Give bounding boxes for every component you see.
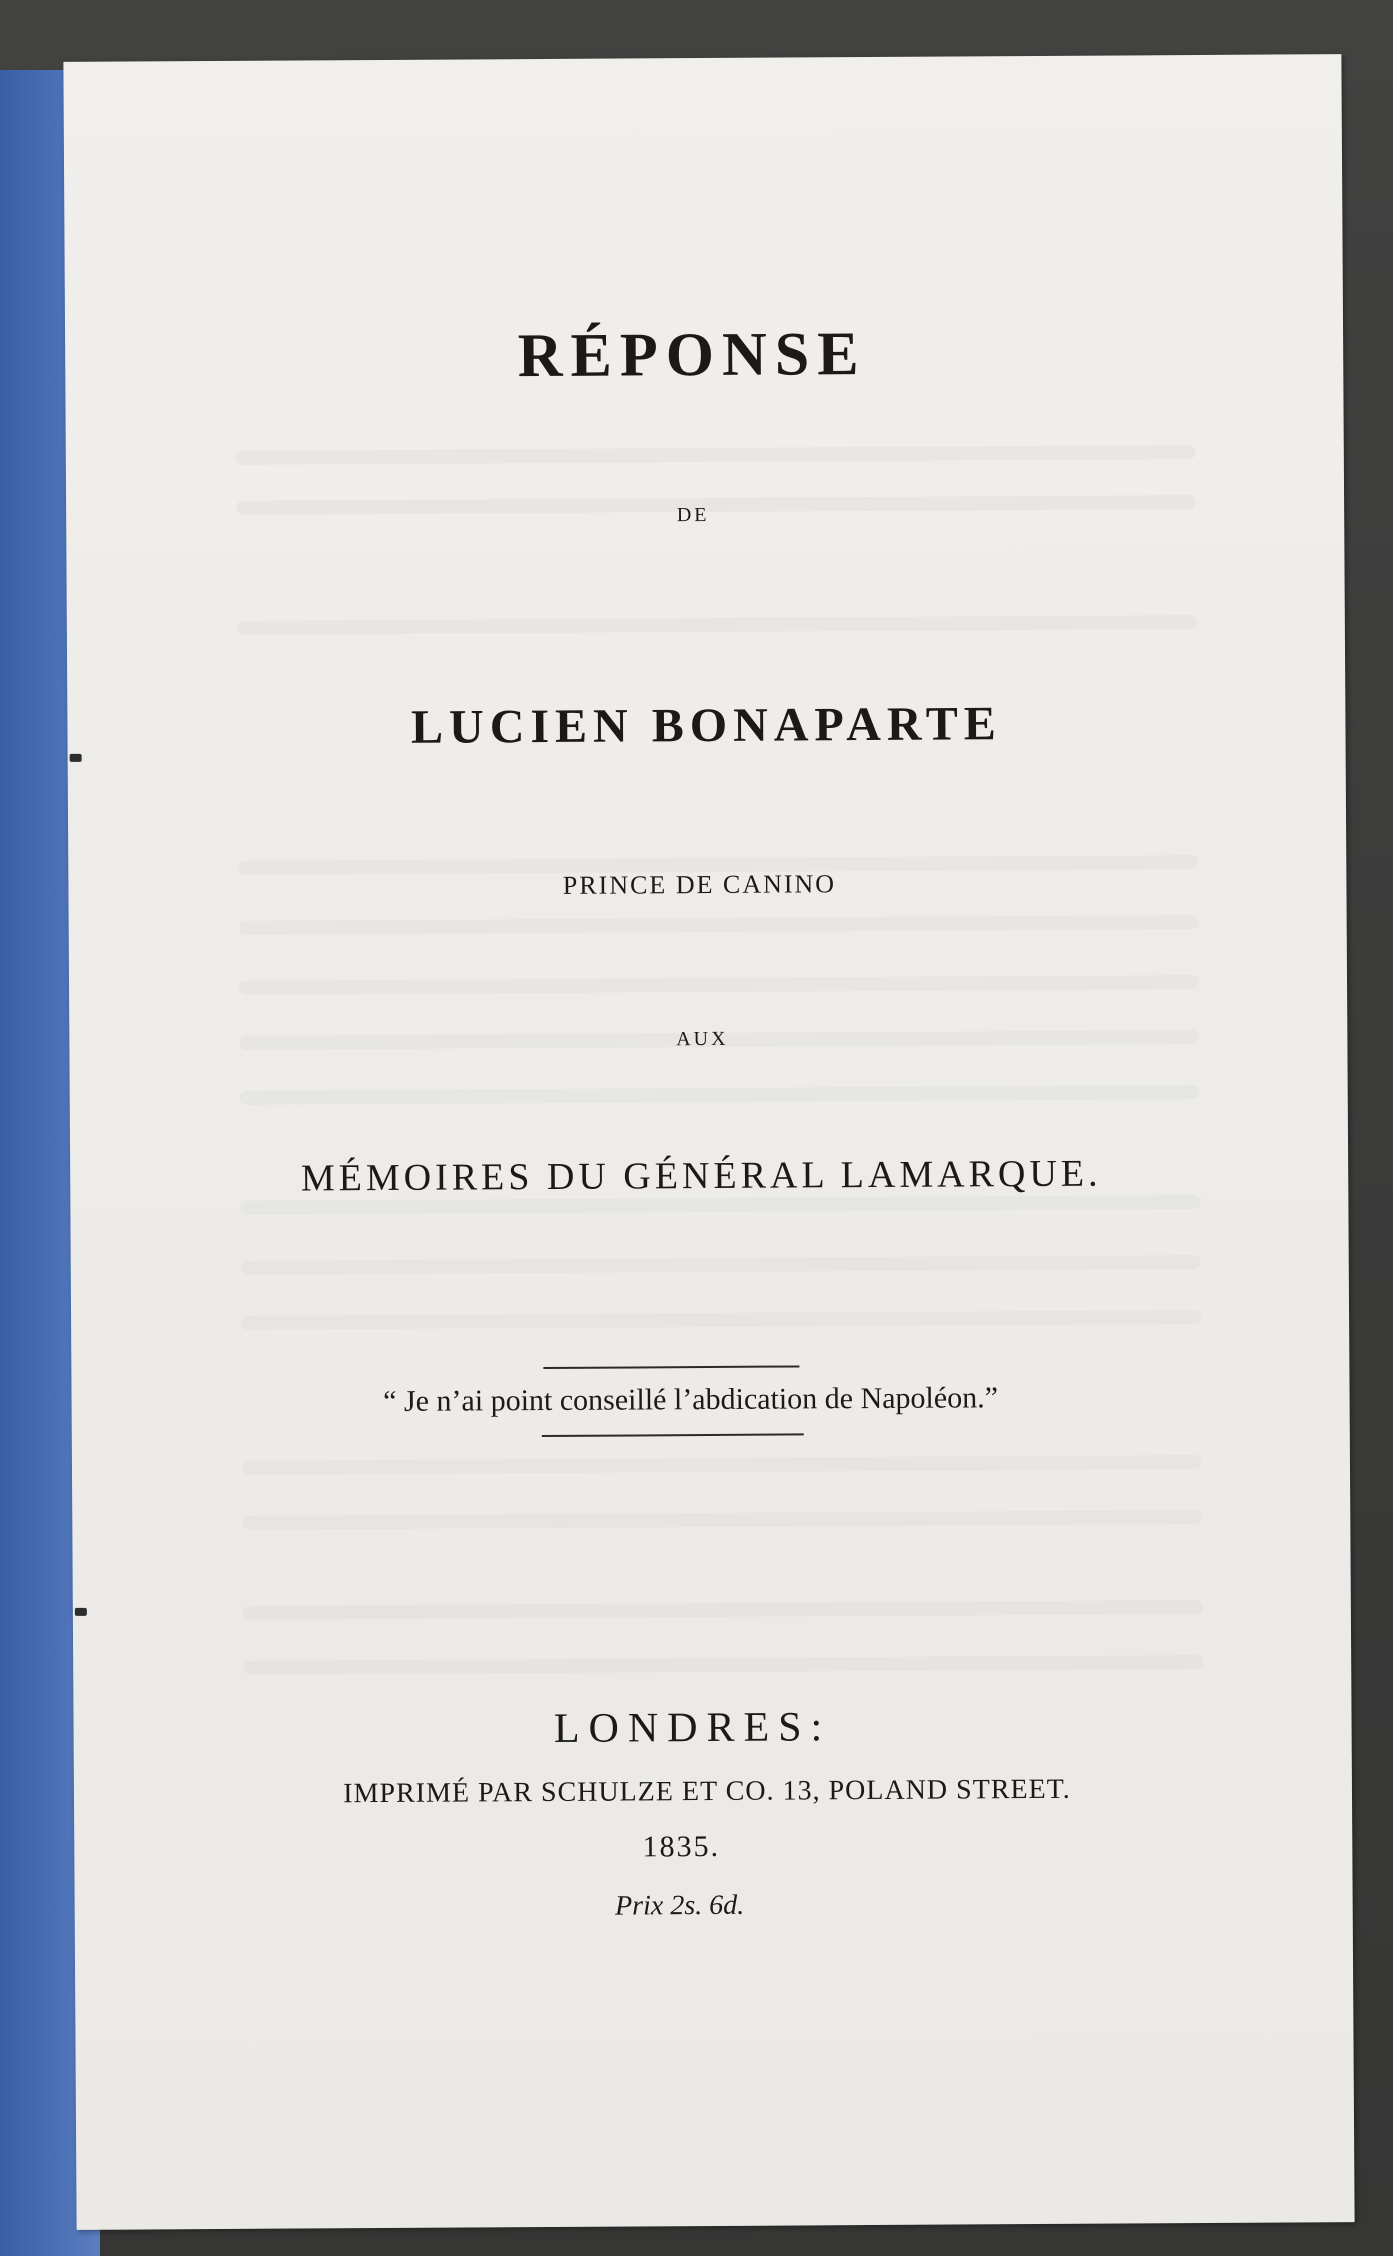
title-page <box>63 54 1354 2230</box>
binding-stitch <box>75 1608 87 1616</box>
page-title: RÉPONSE <box>517 320 867 391</box>
show-through-line <box>241 1255 1201 1275</box>
show-through-line <box>240 1085 1200 1105</box>
epigraph-rule-top <box>543 1365 799 1369</box>
show-through-line <box>242 1510 1202 1530</box>
author-name: LUCIEN BONAPARTE <box>410 697 1003 754</box>
show-through-line <box>243 1600 1203 1620</box>
preposition-aux: AUX <box>676 1027 729 1051</box>
author-title: PRINCE DE CANINO <box>562 869 837 900</box>
show-through-line <box>239 915 1199 935</box>
imprint-price: Prix 2s. 6d. <box>615 1889 745 1922</box>
epigraph: “ Je n’ai point conseillé l’abdication de Napoléon.” <box>383 1381 999 1418</box>
show-through-line <box>241 1310 1201 1330</box>
epigraph-rule-bottom <box>542 1433 804 1437</box>
imprint-city: LONDRES: <box>553 1704 832 1752</box>
show-through-line <box>236 445 1196 465</box>
show-through-line <box>239 975 1199 995</box>
work-title: MÉMOIRES DU GÉNÉRAL LAMARQUE. <box>300 1152 1102 1200</box>
imprint-printer: IMPRIMÉ PAR SCHULZE ET CO. 13, POLAND STREET. <box>343 1773 1071 1810</box>
show-through-line <box>237 615 1197 635</box>
preposition-de: DE <box>676 503 710 527</box>
show-through-line <box>242 1455 1202 1475</box>
imprint-year: 1835. <box>642 1829 721 1864</box>
show-through-line <box>243 1655 1203 1675</box>
